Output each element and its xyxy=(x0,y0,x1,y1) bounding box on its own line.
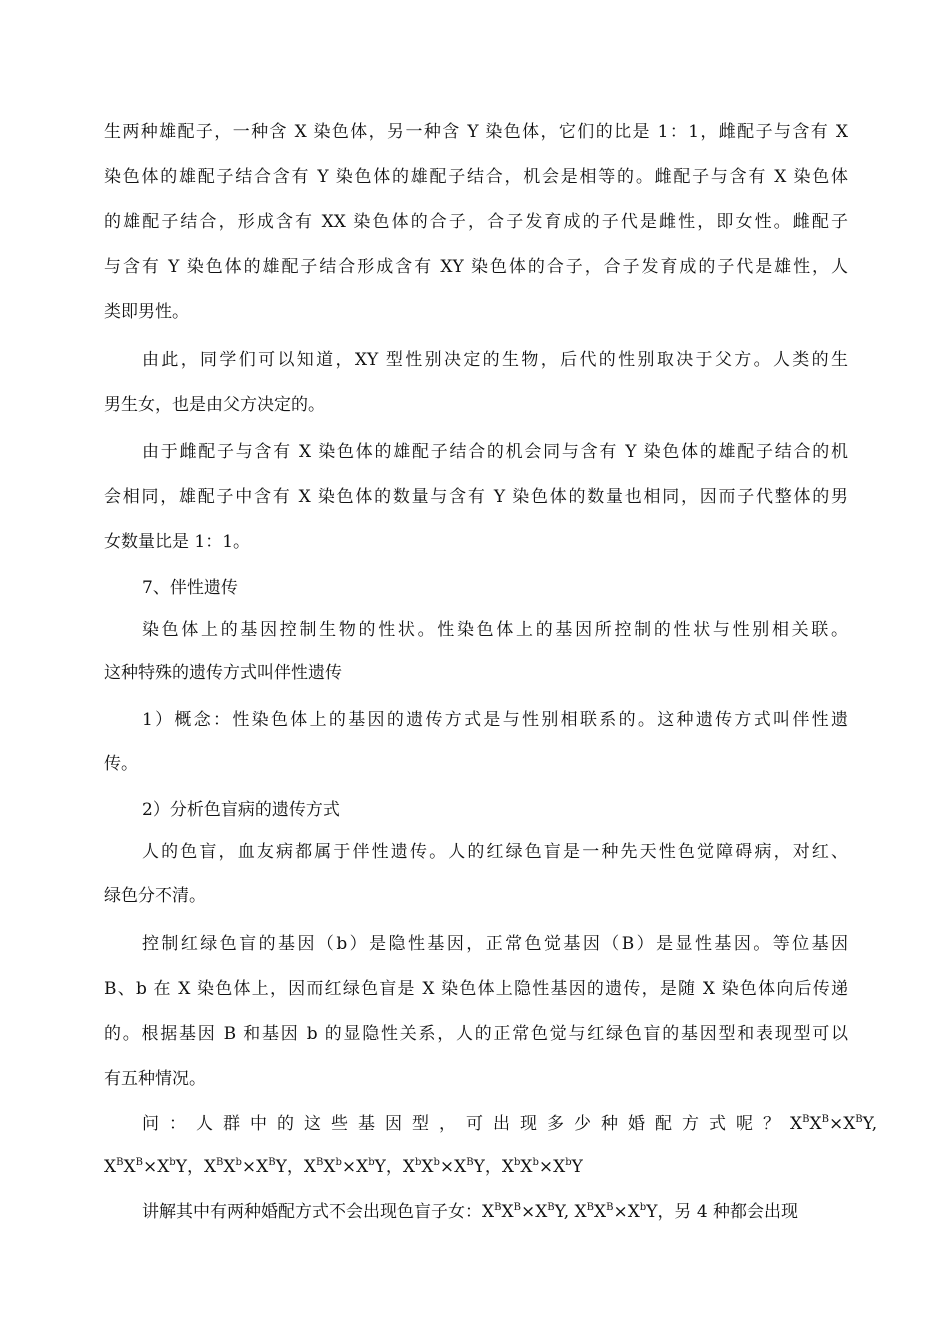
paragraph-line: 女数量比是 1：1。 xyxy=(104,532,251,552)
paragraph-line: 由此，同学们可以知道，XY 型性别决定的生物，后代的性别取决于父方。人类的生 xyxy=(142,350,848,370)
paragraph-line: 人的色盲，血友病都属于伴性遗传。人的红绿色盲是一种先天性色觉障碍病，对红、 xyxy=(142,842,848,862)
paragraph-line: 类即男性。 xyxy=(104,302,189,322)
paragraph-line: 有五种情况。 xyxy=(104,1069,206,1089)
genotype-list: $X^BX^B\times X^bY$，$X^BX^b\times X^BY$，$X^BX^b\times X^bY$，$X^bX^b\times X^BY$，$X^bX^b\times X^bY$ xyxy=(104,1157,583,1177)
paragraph-line: B、b 在 X 染色体上，因而红绿色盲是 X 染色体上隐性基因的遗传，是随 X 染色体向后传递 xyxy=(104,979,848,999)
paragraph-line: 由于雌配子与含有 X 染色体的雄配子结合的机会同与含有 Y 染色体的雄配子结合的机 xyxy=(142,442,848,462)
paragraph-line: 染色体的雄配子结合含有 Y 染色体的雄配子结合，机会是相等的。雌配子与含有 X 染色体 xyxy=(104,167,848,187)
section-heading: 7、伴性遗传 xyxy=(142,578,238,598)
paragraph-line: 的。根据基因 B 和基因 b 的显隐性关系，人的正常色觉与红绿色盲的基因型和表现型可以 xyxy=(104,1024,848,1044)
paragraph-line: 生两种雄配子，一种含 X 染色体，另一种含 Y 染色体，它们的比是 1：1，雌配子与含有 X xyxy=(104,122,848,142)
paragraph-line: 传。 xyxy=(104,754,138,774)
subsection-heading: 2）分析色盲病的遗传方式 xyxy=(142,800,340,820)
paragraph-line: 会相同，雄配子中含有 X 染色体的数量与含有 Y 染色体的数量也相同，因而子代整体的男 xyxy=(104,487,848,507)
paragraph-line: 控制红绿色盲的基因（b）是隐性基因，正常色觉基因（B）是显性基因。等位基因 xyxy=(142,934,848,954)
question-text: 问：人群中的这些基因型，可出现多少种婚配方式呢？ xyxy=(142,1114,790,1134)
paragraph-line: 这种特殊的遗传方式叫伴性遗传 xyxy=(104,663,342,683)
paragraph-line: 绿色分不清。 xyxy=(104,886,206,906)
paragraph-line: 男生女，也是由父方决定的。 xyxy=(104,395,325,415)
paragraph-line: 染色体上的基因控制生物的性状。性染色体上的基因所控制的性状与性别相关联。 xyxy=(142,620,848,640)
paragraph-line: 讲解其中有两种婚配方式不会出现色盲子女：$X^BX^B\times X^BY$, $X^BX^B\times X^bY$，另 4 种都会出现 xyxy=(142,1202,799,1222)
paragraph-line: 1）概念：性染色体上的基因的遗传方式是与性别相联系的。这种遗传方式叫伴性遗 xyxy=(142,710,848,730)
paragraph-line: 与含有 Y 染色体的雄配子结合形成含有 XY 染色体的合子，合子发育成的子代是雄性，人 xyxy=(104,257,848,277)
paragraph-line: 的雄配子结合，形成含有 XX 染色体的合子，合子发育成的子代是雌性，即女性。雌配子 xyxy=(104,212,848,232)
question-line xyxy=(142,1112,878,1136)
genotype-cross: $X^BX^B\times X^BY$, xyxy=(790,1114,878,1134)
